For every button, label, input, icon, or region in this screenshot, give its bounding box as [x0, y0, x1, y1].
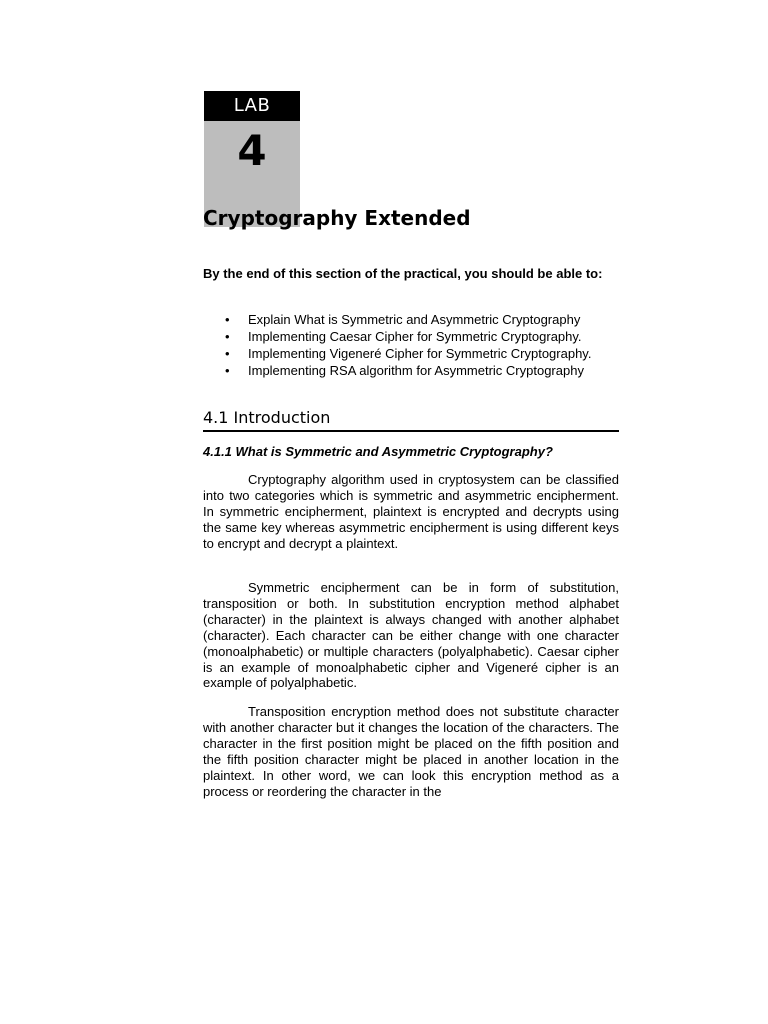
body-paragraph: Cryptography algorithm used in cryptosystem can be classified into two categories which is symmetric and asymmetric encipherment. In symmetric encipherment, plaintext is encrypted and decrypts using the same key whereas asymmetric encipherment is using different keys to encrypt and decrypt a plaintext.: [203, 472, 619, 551]
objective-item: [203, 328, 623, 345]
objectives-list: [203, 311, 623, 379]
objective-text: Implementing Caesar Cipher for Symmetric Cryptography.: [248, 329, 582, 344]
objective-item: [203, 345, 623, 362]
objective-text: Implementing Vigeneré Cipher for Symmetric Cryptography.: [248, 346, 592, 361]
bullet-icon: •: [225, 329, 230, 344]
objective-item: [203, 362, 623, 379]
body-paragraph: Symmetric encipherment can be in form of substitution, transposition or both. In substitution encryption method alphabet (character) in the plaintext is always changed with another alphabet (character). Each character can be either change with one character (monoalphabetic) or multiple characters (polyalphabetic). Caesar cipher is an example of monoalphabetic cipher and Vigeneré cipher is an example of polyalphabetic.: [203, 580, 619, 691]
section-heading: 4.1 Introduction: [203, 406, 619, 432]
chapter-title: Cryptography Extended: [203, 206, 471, 230]
bullet-icon: •: [225, 346, 230, 361]
objectives-intro: By the end of this section of the practical, you should be able to:: [203, 266, 603, 281]
objective-text: Implementing RSA algorithm for Asymmetric Cryptography: [248, 363, 584, 378]
body-paragraph: Transposition encryption method does not substitute character with another character but it changes the location of the characters. The character in the first position might be placed on the fifth position and the fifth position character might be placed in another location in the plaintext. In other word, we can look this encryption method as a process or reordering the character in the: [203, 704, 619, 799]
objective-text: Explain What is Symmetric and Asymmetric Cryptography: [248, 312, 581, 327]
bullet-icon: •: [225, 312, 230, 327]
objective-item: [203, 311, 623, 328]
subsection-heading: 4.1.1 What is Symmetric and Asymmetric Cryptography?: [203, 444, 553, 459]
bullet-icon: •: [225, 363, 230, 378]
lab-number: 4: [237, 126, 267, 175]
lab-label: LAB: [204, 91, 300, 121]
